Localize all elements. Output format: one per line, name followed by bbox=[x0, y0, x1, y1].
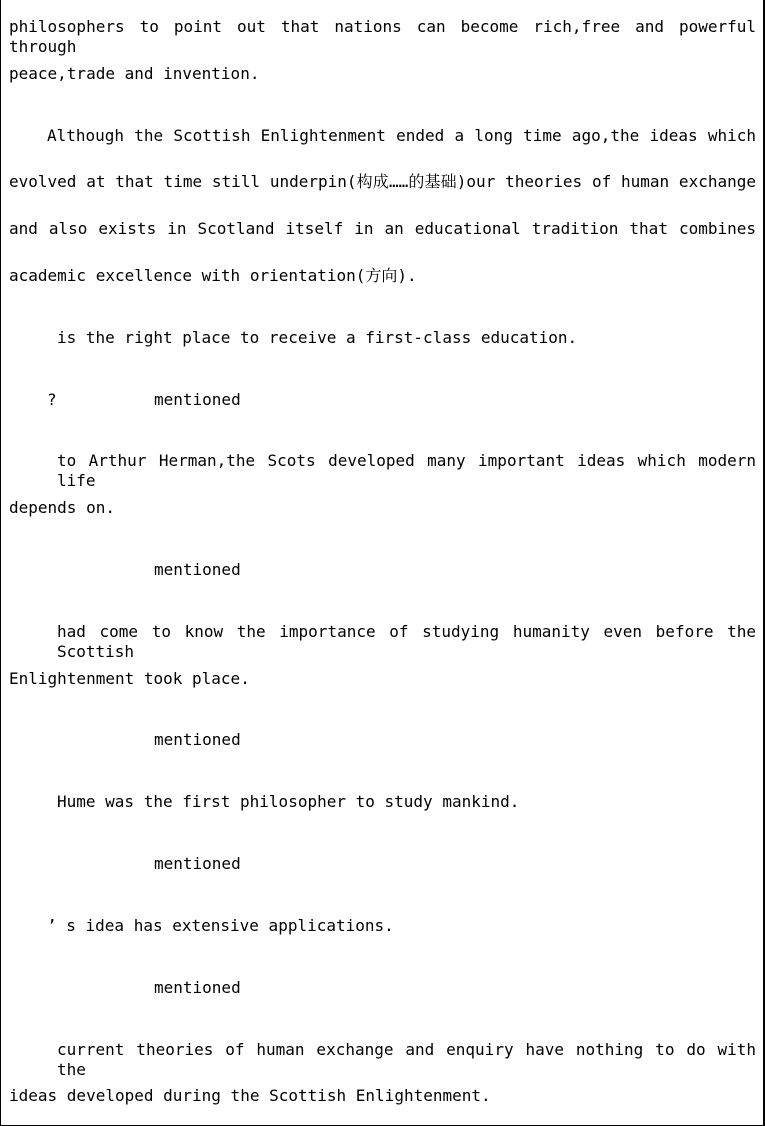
statement-3-line-2: depends on. bbox=[9, 498, 115, 517]
passage-line-1: philosophers to point out that nations can become rich,free and powerful through bbox=[9, 17, 756, 56]
statement-2-mark: ? bbox=[47, 390, 57, 409]
statement-3-line-1: to Arthur Herman,the Scots developed many important ideas which modern life bbox=[57, 451, 756, 490]
statement-8-label: mentioned bbox=[154, 854, 241, 873]
passage-line-6: academic excellence with orientation(方向). bbox=[9, 266, 417, 285]
statement-5-line-1: had come to know the importance of studying humanity even before the Scottish bbox=[57, 622, 756, 661]
statement-2-label: mentioned bbox=[154, 390, 241, 409]
passage-line-2: peace,trade and invention. bbox=[9, 64, 260, 83]
statement-10-label: mentioned bbox=[154, 978, 241, 997]
passage-line-3: Although the Scottish Enlightenment ended a long time ago,the ideas which bbox=[47, 126, 756, 145]
statement-4-label: mentioned bbox=[154, 560, 241, 579]
statement-5-line-2: Enlightenment took place. bbox=[9, 669, 250, 688]
passage-line-4: evolved at that time still underpin(构成……的基础)our theories of human exchange bbox=[9, 172, 756, 191]
statement-11-line-1: current theories of human exchange and enquiry have nothing to do with the bbox=[57, 1040, 756, 1079]
statement-6-label: mentioned bbox=[154, 730, 241, 749]
statement-1: is the right place to receive a first-class education. bbox=[57, 328, 578, 347]
passage-line-5: and also exists in Scotland itself in an educational tradition that combines bbox=[9, 219, 756, 238]
statement-9: ’ s idea has extensive applications. bbox=[47, 916, 394, 935]
statement-11-line-2: ideas developed during the Scottish Enlightenment. bbox=[9, 1086, 491, 1105]
statement-7: Hume was the first philosopher to study mankind. bbox=[57, 792, 520, 811]
